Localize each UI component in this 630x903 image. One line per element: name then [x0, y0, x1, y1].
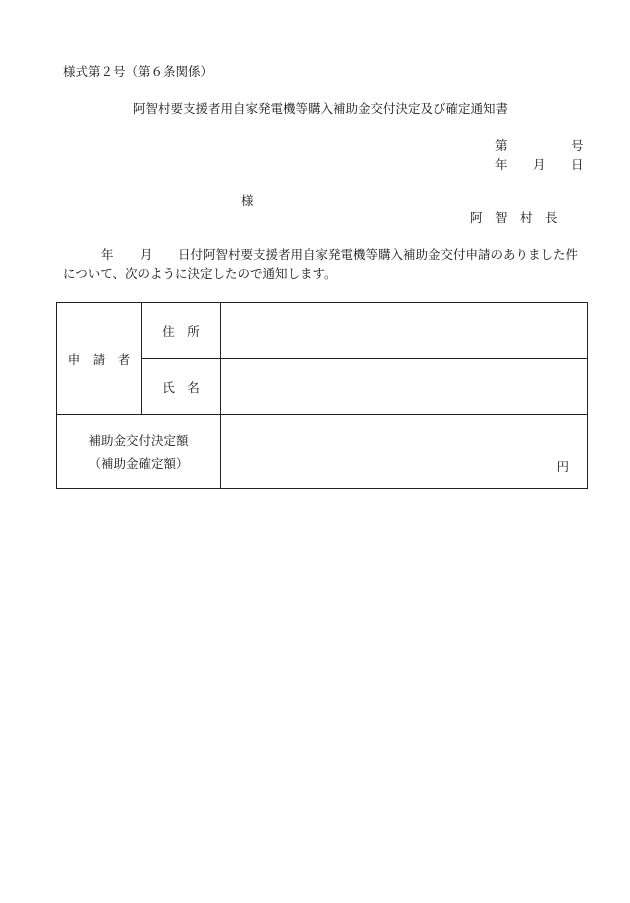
amount-label-line1: 補助金交付決定額	[88, 433, 189, 448]
amount-field[interactable]	[221, 415, 588, 489]
name-field[interactable]	[221, 359, 588, 415]
date-year: 年	[495, 157, 508, 172]
application-table	[56, 302, 588, 489]
document-title: 阿智村要支援者用自家発電機等購入補助金交付決定及び確定通知書	[133, 101, 509, 116]
yen-unit: 円	[556, 459, 569, 474]
address-field[interactable]	[221, 303, 588, 359]
recipient-honorific: 様	[241, 193, 254, 208]
body-year: 年	[101, 247, 114, 262]
doc-number-prefix: 第	[495, 138, 508, 153]
applicant-label: 申 請 者	[57, 303, 142, 415]
body-month: 月	[140, 247, 153, 262]
issuer-name: 阿 智 村 長	[470, 210, 558, 225]
amount-label-line2: （補助金確定額）	[88, 456, 189, 471]
amount-label	[57, 415, 221, 489]
name-label: 氏 名	[142, 359, 221, 415]
body-text-line2: について、次のように決定したので通知します。	[63, 266, 337, 281]
date-month: 月	[533, 157, 546, 172]
doc-number-suffix: 号	[571, 138, 584, 153]
date-day: 日	[571, 157, 584, 172]
body-text-line1: 日付阿智村要支援者用自家発電機等購入補助金交付申請のありました件	[178, 247, 579, 262]
address-label: 住 所	[142, 303, 221, 359]
form-number: 様式第２号（第６条関係）	[63, 64, 214, 79]
